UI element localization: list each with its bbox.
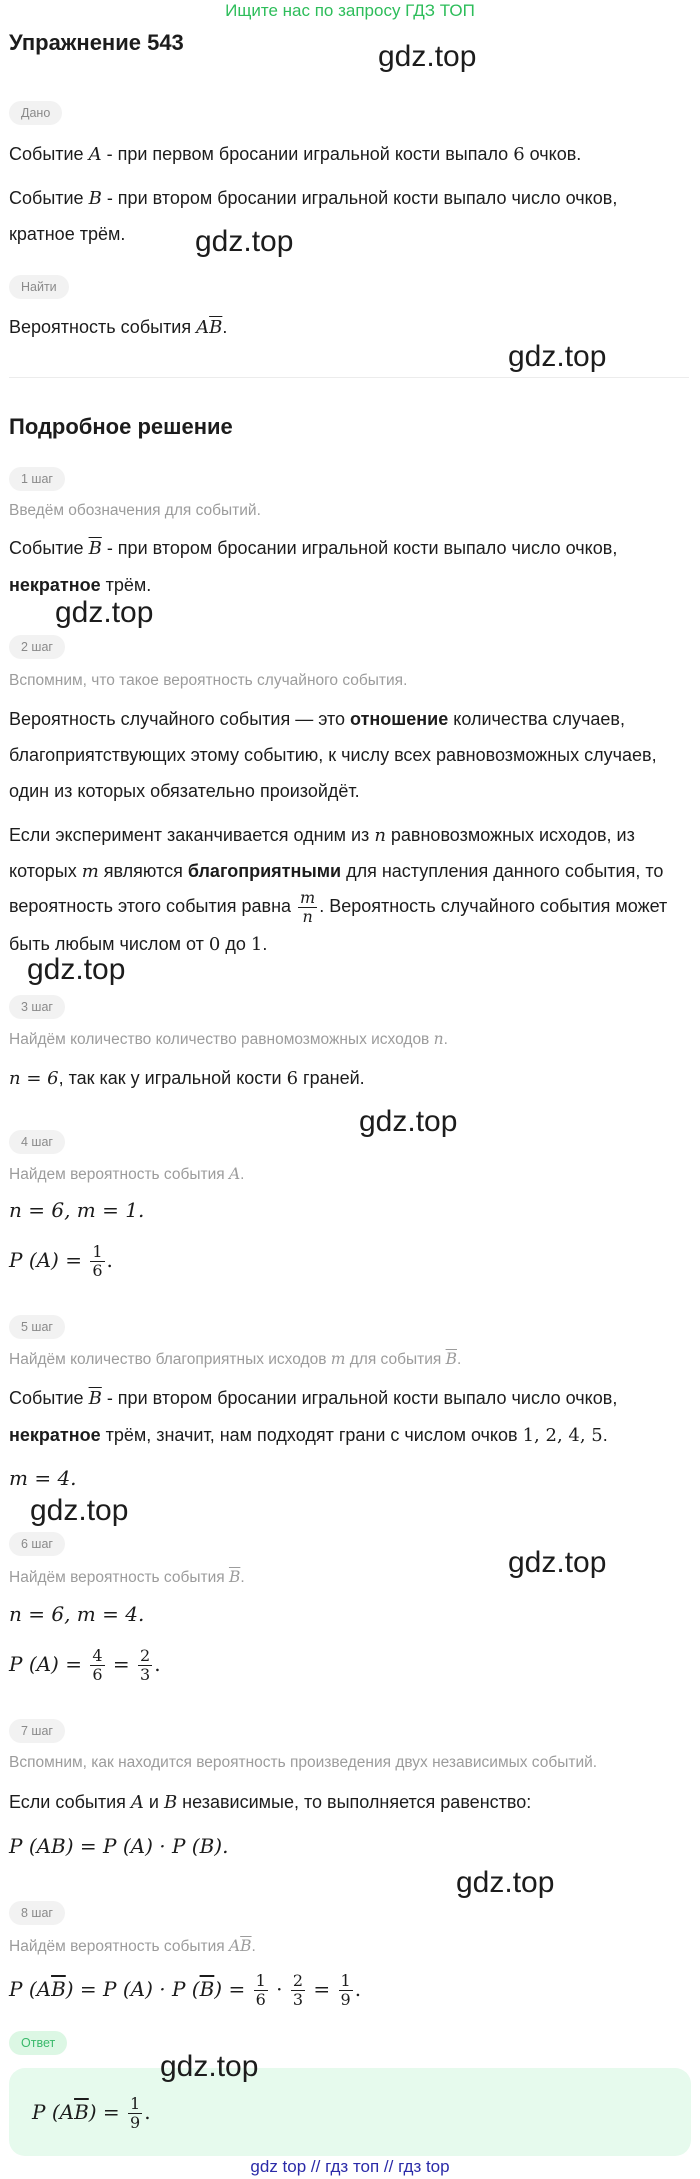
step-1-text-line2: некратное трём. (9, 575, 152, 595)
watermark: gdz.top (160, 2050, 259, 2083)
watermark: gdz.top (508, 340, 607, 373)
step-5-eq: m = 4. (9, 1466, 77, 1490)
step-8-hint: Найдём вероятность события $A\overline{B}$. (9, 1937, 256, 1955)
step-5-text: Событие $\overline{B}$ - при втором бросании игральной кости выпало число очков, (9, 1388, 618, 1409)
step-3-text: n = 6, так как у игральной кости 6 граней. (9, 1068, 365, 1089)
given-event-a: Событие A - при первом бросании игральной кости выпало 6 очков. (9, 144, 582, 165)
watermark: gdz.top (359, 1105, 458, 1138)
step-2-p1-line2: благоприятствующих этому событию, к числу всех равновозможных случаев, (9, 745, 657, 765)
step-6-chip: 6 шаг (9, 1532, 65, 1556)
find-text: Вероятность события $A\overline{B}$. (9, 317, 228, 338)
solution-title: Подробное решение (9, 414, 233, 439)
step-7-text: Если события A и B независимые, то выполняется равенство: (9, 1792, 532, 1813)
step-4-chip: 4 шаг (9, 1130, 65, 1154)
watermark: gdz.top (55, 596, 154, 629)
given-event-b: Событие B - при втором бросании игральной кости выпало число очков, (9, 188, 618, 209)
watermark: gdz.top (195, 225, 294, 258)
given-event-b-line2: кратное трём. (9, 224, 126, 244)
step-4-eq2: P (A) = $\frac{1}{6}$ . (9, 1242, 113, 1280)
step-1-chip: 1 шаг (9, 467, 65, 491)
footer-links[interactable]: gdz top // гдз топ // гдз top (250, 2157, 450, 2176)
step-3-hint: Найдём количество количество равномозможных исходов n. (9, 1030, 448, 1048)
step-7-chip: 7 шаг (9, 1719, 65, 1743)
step-8-formula: P $(A\overline{B}) = P$ (A) · P $(\overline{B})$ = $\frac{1}{6}$ · $\frac{2}{3}$ = $\frac{1}{9}$ . (9, 1971, 362, 2009)
step-8-chip: 8 шаг (9, 1901, 65, 1925)
step-6-hint: Найдём вероятность события $\overline{B}$. (9, 1568, 245, 1586)
step-5-hint: Найдём количество благоприятных исходов m для события $\overline{B}$. (9, 1350, 462, 1368)
step-3-chip: 3 шаг (9, 995, 65, 1019)
step-2-hint: Вспомним, что такое вероятность случайного события. (9, 672, 408, 689)
step-4-eq1: n = 6, m = 1. (9, 1198, 145, 1222)
watermark: gdz.top (30, 1494, 129, 1527)
step-2-p2-line4: быть любым числом от 0 до 1. (9, 934, 268, 955)
top-banner[interactable]: Ищите нас по запросу ГДЗ ТОП (225, 1, 475, 20)
divider (9, 377, 689, 378)
given-chip: Дано (9, 101, 62, 125)
step-2-chip: 2 шаг (9, 635, 65, 659)
step-2-p1-line3: один из которых обязательно произойдёт. (9, 781, 360, 801)
watermark: gdz.top (508, 1546, 607, 1579)
step-7-formula: P (AB) = P (A) · P (B). (9, 1834, 229, 1858)
step-6-eq2: P (A) = $\frac{4}{6}$ = $\frac{2}{3}$ . (9, 1646, 161, 1684)
step-2-p2-line2: которых m являются благоприятными для наступления данного события, то (9, 861, 664, 882)
find-chip: Найти (9, 275, 69, 299)
answer-formula: P $(A\overline{B})$ = $\frac{1}{9}$ . (32, 2094, 151, 2132)
answer-chip: Ответ (9, 2031, 67, 2055)
step-4-hint: Найдем вероятность события A. (9, 1165, 245, 1183)
step-5-chip: 5 шаг (9, 1315, 65, 1339)
watermark: gdz.top (378, 40, 477, 73)
step-5-text-line2: некратное трём, значит, нам подходят грани с числом очков 1, 2, 4, 5. (9, 1425, 608, 1446)
step-1-text: Событие $\overline{B}$ - при втором бросании игральной кости выпало число очков, (9, 538, 618, 559)
watermark: gdz.top (27, 953, 126, 986)
watermark: gdz.top (456, 1866, 555, 1899)
step-2-p2-line3: вероятность этого события равна $\frac{m}{n}$ . Вероятность случайного события может (9, 887, 668, 926)
fraction-m-over-n: $\frac{m}{n}$ (300, 887, 316, 926)
step-2-p1-line1: Вероятность случайного события — это отношение количества случаев, (9, 709, 625, 729)
step-7-hint: Вспомним, как находится вероятность произведения двух независимых событий. (9, 1754, 598, 1771)
step-6-eq1: n = 6, m = 4. (9, 1602, 145, 1626)
step-2-p2-line1: Если эксперимент заканчивается одним из n равновозможных исходов, из (9, 825, 635, 846)
step-1-hint: Введём обозначения для событий. (9, 502, 261, 519)
exercise-title: Упражнение 543 (9, 30, 184, 55)
